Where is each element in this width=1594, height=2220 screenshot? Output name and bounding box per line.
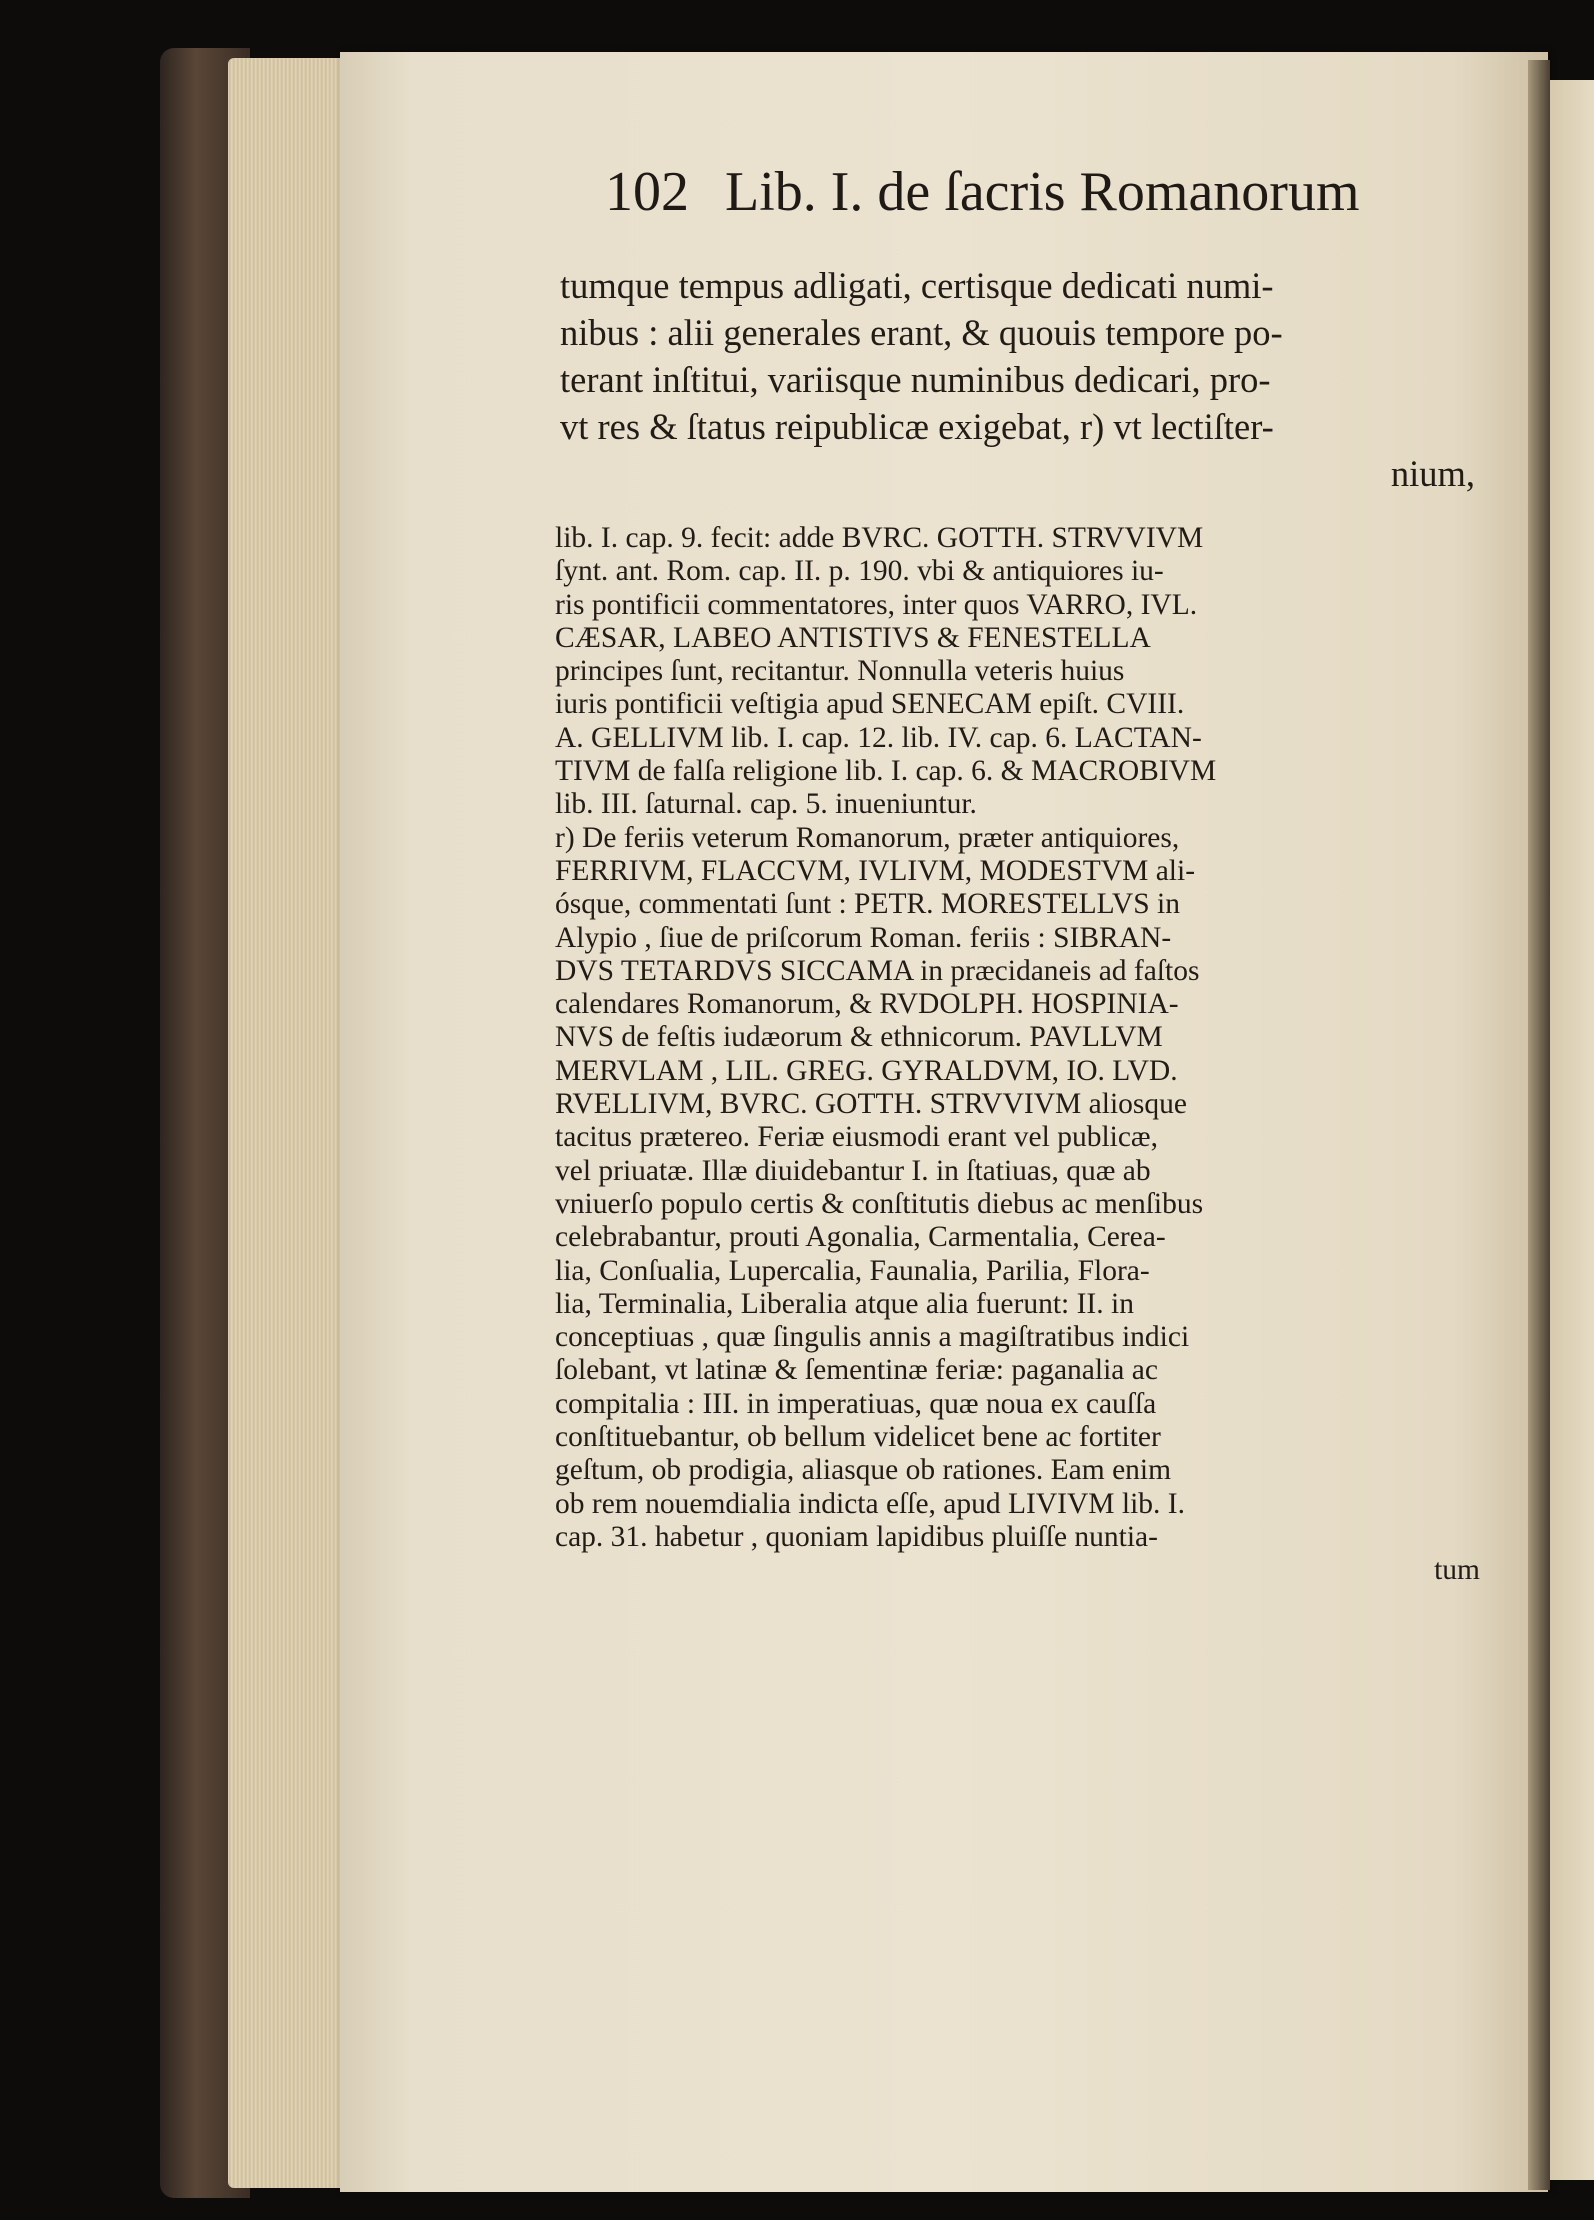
note-line: calendares Romanorum, & RVDOLPH. HOSPINIA- xyxy=(555,988,1179,1021)
note-line: r) De feriis veterum Romanorum, præter antiquiores, xyxy=(555,821,1180,854)
main-line: nibus : alii generales erant, & quouis tempore po- xyxy=(560,312,1283,353)
note-line: RVELLIVM, BVRC. GOTTH. STRVVIVM aliosque xyxy=(555,1088,1187,1121)
note-line: principes ſunt, recitantur. Nonnulla veteris huius xyxy=(555,655,1125,688)
note-line: ósque, commentati ſunt : PETR. MORESTELLVS in xyxy=(555,888,1180,921)
main-line-catchword: nium, xyxy=(1390,453,1475,494)
note-line: NVS de feſtis iudæorum & ethnicorum. PAVLLVM xyxy=(555,1021,1163,1054)
note-line: ris pontificii commentatores, inter quos VARRO, IVL. xyxy=(555,588,1198,621)
note-line: MERVLAM , LIL. GREG. GYRALDVM, IO. LVD. xyxy=(555,1054,1178,1087)
note-line: conſtituebantur, ob bellum videlicet bene ac fortiter xyxy=(555,1421,1161,1454)
note-line: vel priuatæ. Illæ diuidebantur I. in ſtatiuas, quæ ab xyxy=(555,1154,1151,1187)
note-line: vniuerſo populo certis & conſtitutis diebus ac menſibus xyxy=(555,1187,1204,1220)
note-line: FERRIVM, FLACCVM, IVLIVM, MODESTVM ali- xyxy=(555,854,1196,887)
note-catchword: tum xyxy=(1434,1554,1480,1587)
note-line: cap. 31. habetur , quoniam lapidibus pluiſſe nuntia- xyxy=(555,1520,1158,1553)
note-line: lib. I. cap. 9. fecit: adde BVRC. GOTTH. STRVVIVM xyxy=(555,522,1204,554)
note-line: lia, Conſualia, Lupercalia, Faunalia, Parilia, Flora- xyxy=(555,1254,1150,1287)
book-gutter xyxy=(1528,60,1550,2190)
note-line: CÆSAR, LABEO ANTISTIVS & FENESTELLA xyxy=(555,621,1151,654)
note-line: A. GELLIVM lib. I. cap. 12. lib. IV. cap. 6. LACTAN- xyxy=(555,721,1202,754)
note-line: celebrabantur, prouti Agonalia, Carmentalia, Cerea- xyxy=(555,1221,1166,1254)
note-line: ob rem nouemdialia indicta eſſe, apud LIVIVM lib. I. xyxy=(555,1487,1185,1520)
running-title: Lib. I. de ſacris Romanorum xyxy=(725,161,1360,223)
facing-page-edge xyxy=(1550,80,1594,2180)
note-line: DVS TETARDVS SICCAMA in præcidaneis ad faſtos xyxy=(555,954,1200,987)
note-line: Alypio , ſiue de priſcorum Roman. feriis : SIBRAN- xyxy=(555,921,1172,954)
page-edges xyxy=(228,58,348,2188)
note-line: conceptiuas , quæ ſingulis annis a magiſtratibus indici xyxy=(555,1321,1190,1354)
note-line: compitalia : III. in imperatiuas, quæ noua ex cauſſa xyxy=(555,1387,1157,1420)
main-text xyxy=(560,262,1475,497)
note-line: lia, Terminalia, Liberalia atque alia fuerunt: II. in xyxy=(555,1287,1134,1320)
note-line: ſolebant, vt latinæ & ſementinæ feriæ: paganalia ac xyxy=(555,1354,1158,1387)
running-head xyxy=(605,160,1360,224)
note-line: TIVM de falſa religione lib. I. cap. 6. & MACROBIVM xyxy=(555,755,1217,788)
note-line: ſynt. ant. Rom. cap. II. p. 190. vbi & antiquiores iu- xyxy=(555,555,1164,588)
page-number: 102 xyxy=(605,161,689,223)
note-line: tacitus prætereo. Feriæ eiusmodi erant vel publicæ, xyxy=(555,1121,1158,1154)
footnotes xyxy=(555,522,1480,1588)
note-line: lib. III. ſaturnal. cap. 5. inueniuntur. xyxy=(555,788,977,821)
main-line: terant inſtitui, variisque numinibus dedicari, pro- xyxy=(560,359,1271,400)
main-line: tumque tempus adligati, certisque dedicati numi- xyxy=(560,265,1274,306)
note-line: geſtum, ob prodigia, aliasque ob rationes. Eam enim xyxy=(555,1454,1172,1487)
main-line: vt res & ſtatus reipublicæ exigebat, r) vt lectiſter- xyxy=(560,406,1274,447)
note-line: iuris pontificii veſtigia apud SENECAM epiſt. CVIII. xyxy=(555,688,1185,721)
